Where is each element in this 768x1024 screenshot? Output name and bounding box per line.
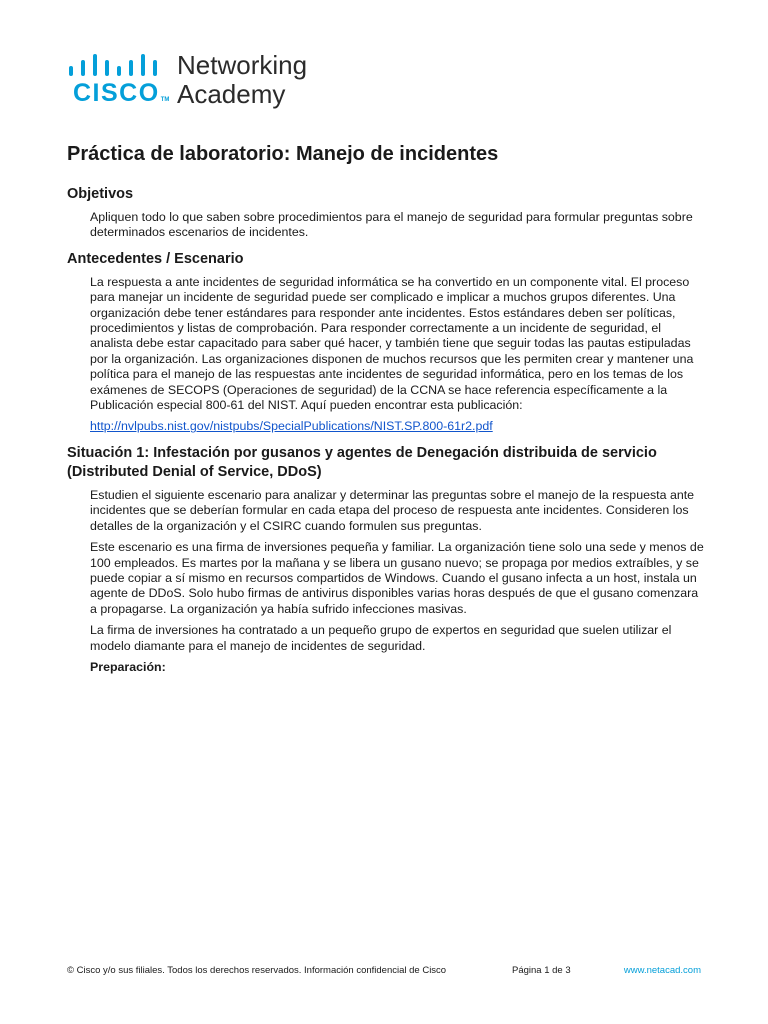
page-footer xyxy=(67,965,707,979)
scenario1-paragraph-1: Estudien el siguiente escenario para analizar y determinar las preguntas sobre el manejo de la respuesta ante incidentes que se deberían formular en cada etapa del proceso de respuesta ante incidentes. Consideren los detalles de la organización y el CSIRC cuando formulen sus preguntas. xyxy=(90,487,695,533)
cisco-bars-icon xyxy=(67,54,165,78)
networking-academy-wordmark xyxy=(177,51,307,109)
nist-link-paragraph xyxy=(90,419,707,434)
document-body xyxy=(67,140,707,675)
preparation-subheading: Preparación: xyxy=(90,659,166,674)
scenario1-heading xyxy=(67,444,707,482)
logo-line-academy: Academy xyxy=(177,79,286,109)
objectives-heading: Objetivos xyxy=(67,186,134,202)
background-heading: Antecedentes / Escenario xyxy=(67,250,244,267)
cisco-logo-mark xyxy=(67,50,170,108)
footer-website-link[interactable]: www.netacad.com xyxy=(623,965,701,976)
scenario1-paragraph-3: La firma de inversiones ha contratado a un pequeño grupo de expertos en seguridad que suelen utilizar el modelo diamante para el manejo de incidentes de seguridad. xyxy=(90,623,672,653)
nist-publication-link[interactable]: http://nvlpubs.nist.gov/nistpubs/SpecialPublications/NIST.SP.800-61r2.pdf xyxy=(90,419,493,434)
background-text: La respuesta a ante incidentes de seguridad informática se ha convertido en un componente vital. El proceso para manejar un incidente de seguridad puede ser complicado e implicar a muchos grupos diferentes. Una organización debe tener estándares para responder ante incidentes. Estos estándares deben ser políticas, procedimientos y listas de comprobación. Para responder correctamente a un incidente de seguridad, el analista debe estar capacitado para saber qué hacer, y también tiene que seguir todas las pautas estipuladas por la organización. Las organizaciones disponen de muchos recursos que les permiten crear y mantener una política para el manejo de las respuestas ante incidentes de seguridad informática, pero en los temas de los exámenes de SECOPS (Operaciones de seguridad) de la CCNA se hace referencia específicamente a la Publicación especial 800-61 del NIST. Aquí pueden encontrar esta publicación: xyxy=(90,274,694,413)
objectives-text: Apliquen todo lo que saben sobre procedimientos para el manejo de seguridad para formular preguntas sobre determinados escenarios de incidentes. xyxy=(90,210,693,240)
page-title: Práctica de laboratorio: Manejo de incidentes xyxy=(67,143,499,165)
scenario1-heading-line2: (Distributed Denial of Service, DDoS) xyxy=(67,463,322,480)
scenario1-paragraph-2: Este escenario es una firma de inversiones pequeña y familiar. La organización tiene solo una sede y menos de 100 empleados. Es martes por la mañana y se libera un gusano nuevo; se propaga por medios extraíbles, y se puede copiar a sí mismo en recursos compartidos de Windows. Cuando el gusano infecta a un host, instala un agente de DDoS. Solo hubo firmas de antivirus disponibles varias horas después de que el gusano comenzara a propagarse. La organización ya había sufrido infecciones masivas. xyxy=(90,540,704,616)
logo-line-networking: Networking xyxy=(177,50,308,80)
footer-page-number: Página 1 de 3 xyxy=(512,965,571,976)
cisco-networking-academy-logo xyxy=(67,50,327,112)
cisco-wordmark: CISCOTM xyxy=(73,79,170,107)
footer-copyright: © Cisco y/o sus filiales. Todos los derechos reservados. Información confidencial de Cisco xyxy=(67,965,447,976)
scenario1-heading-line1: Situación 1: Infestación por gusanos y agentes de Denegación distribuida de servicio xyxy=(67,444,657,461)
